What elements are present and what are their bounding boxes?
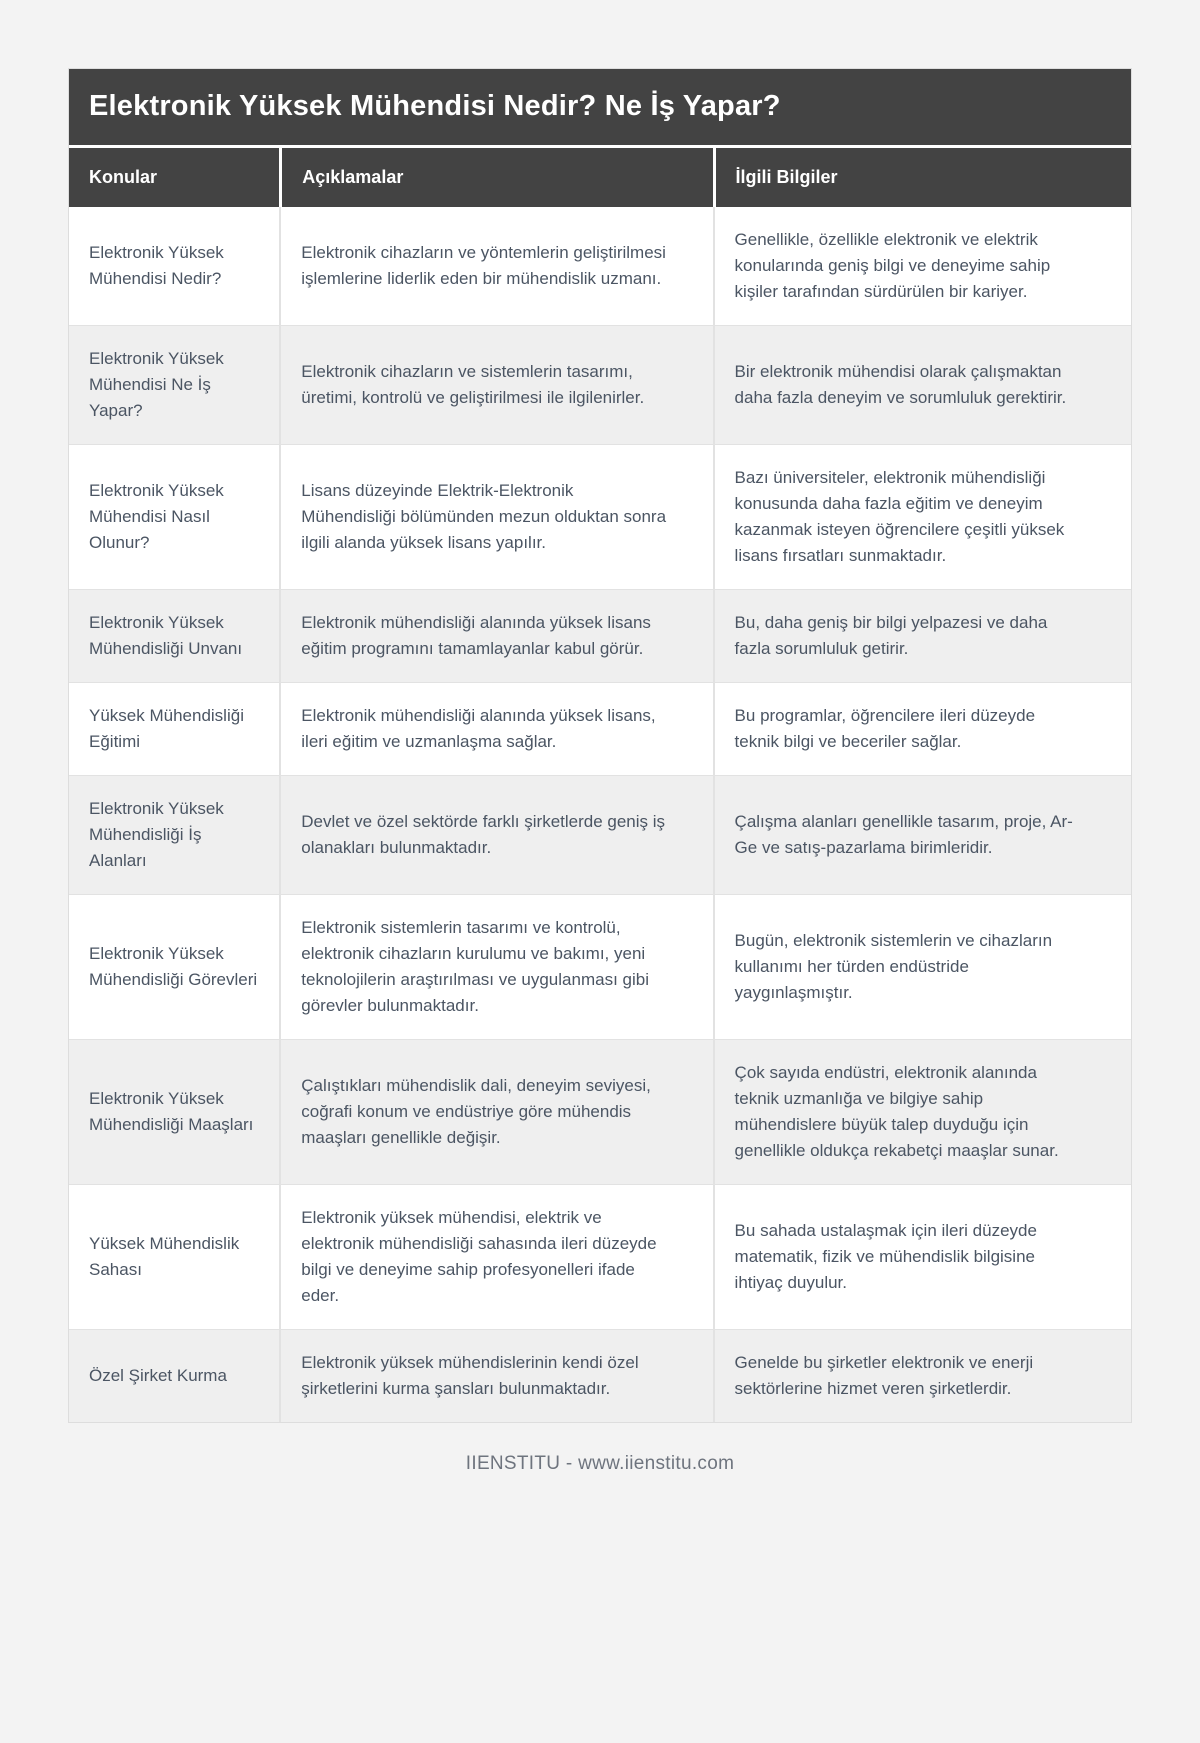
- article-table-card: [68, 68, 1132, 1423]
- related-info-cell: Genelde bu şirketler elektronik ve enerji sektörlerine hizmet veren şirketlerdir.: [713, 1330, 1131, 1422]
- description-cell: Elektronik yüksek mühendislerinin kendi özel şirketlerini kurma şansları bulunmaktadır.: [279, 1330, 712, 1422]
- related-info-cell: Bu sahada ustalaşmak için ileri düzeyde matematik, fizik ve mühendislik bilgisine ihtiyaç duyulur.: [713, 1185, 1131, 1329]
- column-header-descriptions: Açıklamalar: [282, 148, 712, 207]
- topic-cell: Yüksek Mühendisliği Eğitimi: [89, 706, 244, 751]
- column-header-topics: Konular: [69, 148, 279, 207]
- topic-cell: Elektronik Yüksek Mühendisi Ne İş Yapar?: [89, 349, 224, 420]
- table-row: [69, 682, 1131, 775]
- table-row: [69, 325, 1131, 444]
- topic-cell: Yüksek Mühendislik Sahası: [89, 1234, 240, 1279]
- related-info-cell: Bir elektronik mühendisi olarak çalışmaktan daha fazla deneyim ve sorumluluk gerektirir.: [713, 326, 1131, 444]
- related-info-cell: Bazı üniversiteler, elektronik mühendisliği konusunda daha fazla eğitim ve deneyim kazanmak isteyen öğrencilere çeşitli yüksek lisans fırsatları sunmaktadır.: [713, 445, 1131, 589]
- description-cell: Elektronik sistemlerin tasarımı ve kontrolü, elektronik cihazların kurulumu ve bakımı, yeni teknolojilerin araştırılması ve uygulanması gibi görevler bulunmaktadır.: [279, 895, 712, 1039]
- topic-cell: Elektronik Yüksek Mühendisliği Görevleri: [89, 944, 258, 989]
- topic-cell: Elektronik Yüksek Mühendisliği Maaşları: [89, 1089, 254, 1134]
- topic-cell: Elektronik Yüksek Mühendisi Nasıl Olunur?: [89, 481, 224, 552]
- description-cell: Elektronik mühendisliği alanında yüksek lisans, ileri eğitim ve uzmanlaşma sağlar.: [279, 683, 712, 775]
- table-row: [69, 894, 1131, 1039]
- description-cell: Elektronik mühendisliği alanında yüksek lisans eğitim programını tamamlayanlar kabul görür.: [279, 590, 712, 682]
- description-cell: Elektronik cihazların ve yöntemlerin geliştirilmesi işlemlerine liderlik eden bir mühendislik uzmanı.: [279, 207, 712, 325]
- topic-cell: Elektronik Yüksek Mühendisi Nedir?: [89, 243, 224, 288]
- related-info-cell: Genellikle, özellikle elektronik ve elektrik konularında geniş bilgi ve deneyime sahip kişiler tarafından sürdürülen bir kariyer.: [713, 207, 1131, 325]
- description-cell: Çalıştıkları mühendislik dali, deneyim seviyesi, coğrafi konum ve endüstriye göre mühendis maaşları genellikle değişir.: [279, 1040, 712, 1184]
- column-header-related-info: İlgili Bilgiler: [716, 148, 1131, 207]
- table-row: [69, 589, 1131, 682]
- table-row: [69, 444, 1131, 589]
- description-cell: Elektronik cihazların ve sistemlerin tasarımı, üretimi, kontrolü ve geliştirilmesi ile ilgilenirler.: [279, 326, 712, 444]
- page-title: Elektronik Yüksek Mühendisi Nedir? Ne İş Yapar?: [69, 69, 1131, 145]
- table-header-row: [69, 148, 1131, 207]
- description-cell: Devlet ve özel sektörde farklı şirketlerde geniş iş olanakları bulunmaktadır.: [279, 776, 712, 894]
- related-info-cell: Çalışma alanları genellikle tasarım, proje, Ar-Ge ve satış-pazarlama birimleridir.: [713, 776, 1131, 894]
- topic-cell: Özel Şirket Kurma: [89, 1366, 227, 1385]
- related-info-cell: Bugün, elektronik sistemlerin ve cihazların kullanımı her türden endüstride yaygınlaşmıştır.: [713, 895, 1131, 1039]
- related-info-cell: Çok sayıda endüstri, elektronik alanında teknik uzmanlığa ve bilgiye sahip mühendislere büyük talep duyduğu için genellikle oldukça rekabetçi maaşlar sunar.: [713, 1040, 1131, 1184]
- table-row: [69, 1184, 1131, 1329]
- description-cell: Lisans düzeyinde Elektrik-Elektronik Mühendisliği bölümünden mezun olduktan sonra ilgili alanda yüksek lisans yapılır.: [279, 445, 712, 589]
- table-row: [69, 1039, 1131, 1184]
- table-row: [69, 1329, 1131, 1422]
- topic-cell: Elektronik Yüksek Mühendisliği Unvanı: [89, 613, 243, 658]
- table-row: [69, 207, 1131, 325]
- table-row: [69, 775, 1131, 894]
- related-info-cell: Bu, daha geniş bir bilgi yelpazesi ve daha fazla sorumluluk getirir.: [713, 590, 1131, 682]
- topic-cell: Elektronik Yüksek Mühendisliği İş Alanları: [89, 799, 224, 870]
- table-body: [69, 207, 1131, 1422]
- description-cell: Elektronik yüksek mühendisi, elektrik ve elektronik mühendisliği sahasında ileri düzeyde bilgi ve deneyime sahip profesyonelleri ifade eder.: [279, 1185, 712, 1329]
- related-info-cell: Bu programlar, öğrencilere ileri düzeyde teknik bilgi ve beceriler sağlar.: [713, 683, 1131, 775]
- footer-site-credit: IIENSTITU - www.iienstitu.com: [465, 1453, 735, 1474]
